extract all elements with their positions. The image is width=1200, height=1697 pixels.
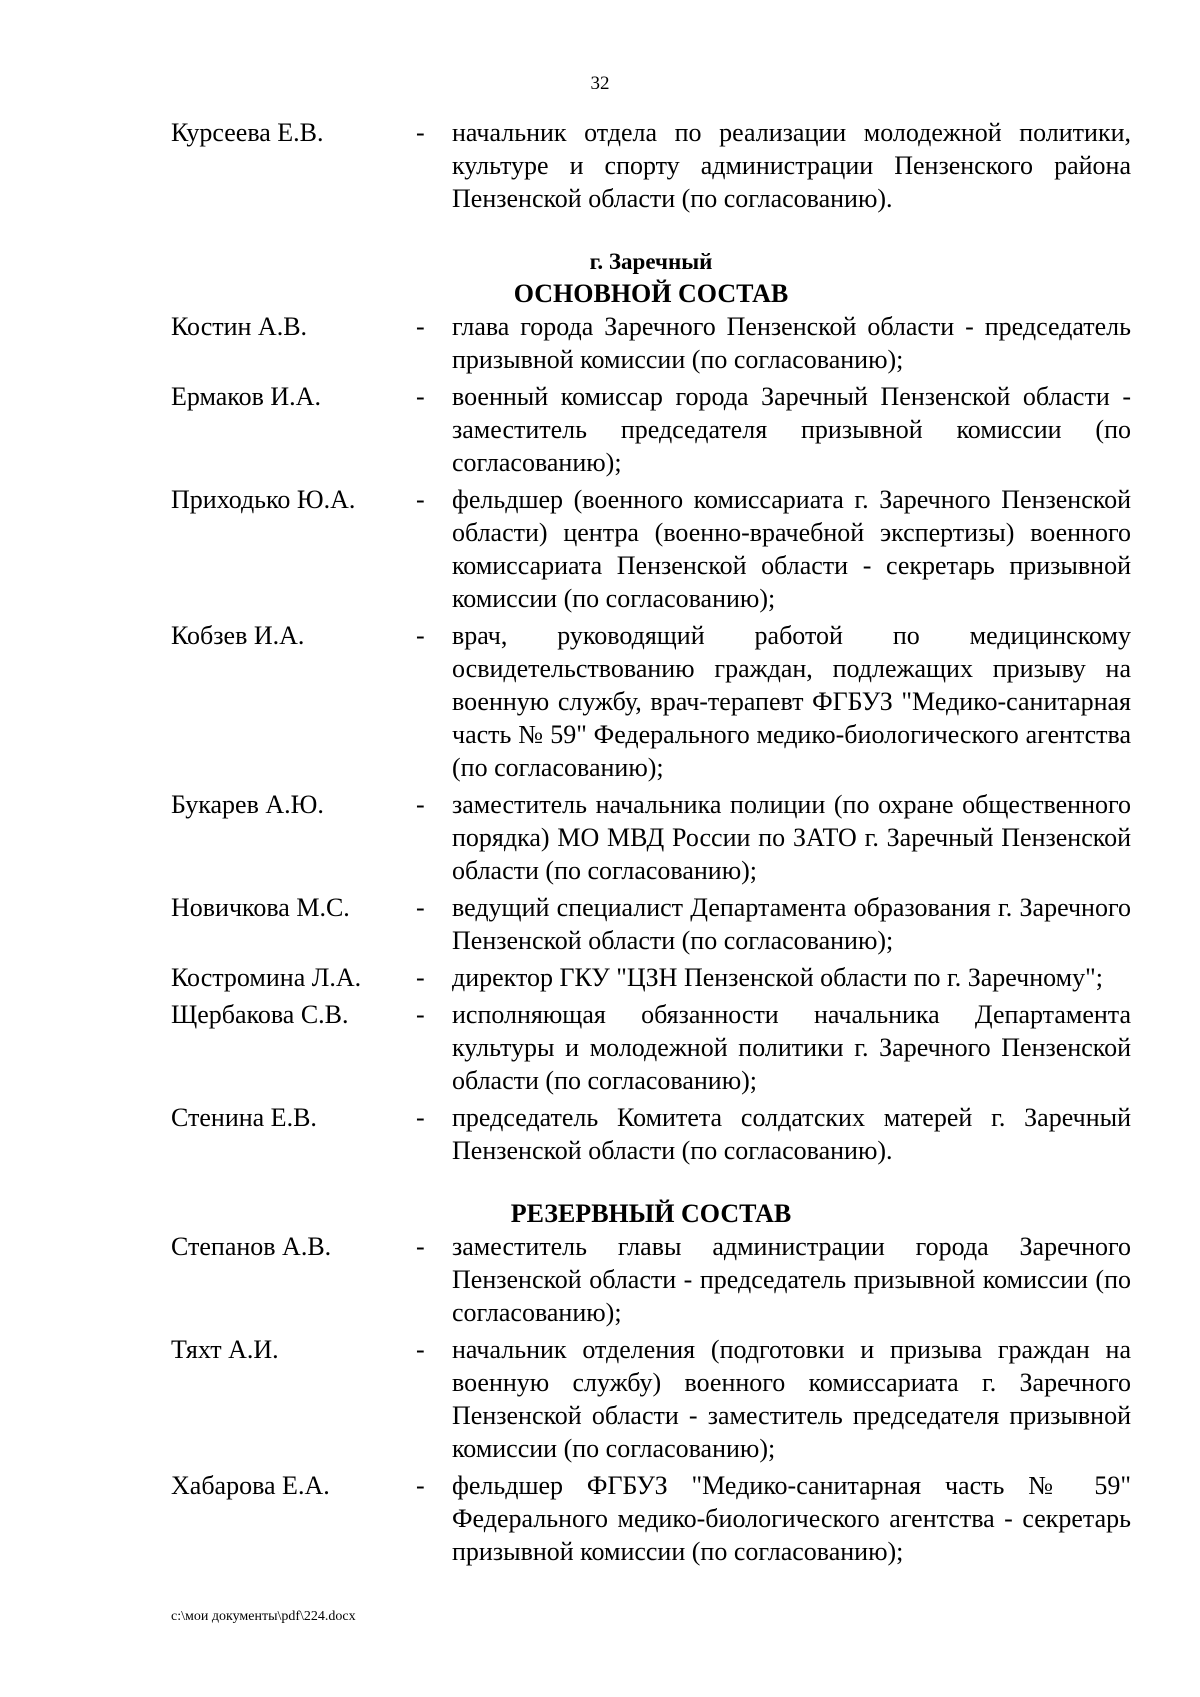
member-name: Ермаков И.А. xyxy=(171,382,321,411)
member-name: Кобзев И.А. xyxy=(171,621,305,650)
dash-separator: - xyxy=(416,1232,425,1261)
member-name: Щербакова С.В. xyxy=(171,1000,349,1029)
member-name: Тяхт А.И. xyxy=(171,1335,279,1364)
member-name: Курсеева Е.В. xyxy=(171,118,324,147)
dash-separator: - xyxy=(416,118,425,147)
member-entry xyxy=(171,619,1131,784)
city-title: г. Заречный xyxy=(589,249,713,274)
member-position: исполняющая обязанности начальника Департамента культуры и молодежной политики г. Заречного Пензенской области (по согласованию); xyxy=(452,1000,1131,1095)
member-entry xyxy=(171,788,1131,887)
dash-separator: - xyxy=(416,1000,425,1029)
member-entry xyxy=(171,961,1131,994)
main-composition-title: ОСНОВНОЙ СОСТАВ xyxy=(513,279,789,308)
member-position: военный комиссар города Заречный Пензенской области - заместитель председателя призывной комиссии (по согласованию); xyxy=(452,382,1131,477)
footer-file-path: c:\мои документы\pdf\224.docx xyxy=(171,1609,356,1624)
member-name: Хабарова Е.А. xyxy=(171,1471,330,1500)
dash-separator: - xyxy=(416,790,425,819)
member-name: Костин А.В. xyxy=(171,312,308,341)
member-name: Костромина Л.А. xyxy=(171,963,362,992)
member-position: директор ГКУ "ЦЗН Пензенской области по г. Заречному"; xyxy=(452,963,1103,992)
dash-separator: - xyxy=(416,893,425,922)
member-position: начальник отдела по реализации молодежной политики, культуре и спорту администрации Пензенского района Пензенской области (по согласованию). xyxy=(452,118,1131,213)
member-entry xyxy=(171,310,1131,376)
member-position: фельдшер (военного комиссариата г. Заречного Пензенской области) центра (военно-врачебной экспертизы) военного комиссариата Пензенской области - секретарь призывной комиссии (по согласованию); xyxy=(452,485,1131,613)
member-entry xyxy=(171,1333,1131,1465)
member-name: Степанов А.В. xyxy=(171,1232,332,1261)
dash-separator: - xyxy=(416,1471,425,1500)
dash-separator: - xyxy=(416,963,425,992)
member-name: Букарев А.Ю. xyxy=(171,790,324,819)
member-position: председатель Комитета солдатских матерей г. Заречный Пензенской области (по согласованию). xyxy=(452,1103,1131,1165)
member-name: Приходько Ю.А. xyxy=(171,485,356,514)
dash-separator: - xyxy=(416,621,425,650)
member-position: заместитель главы администрации города Заречного Пензенской области - председатель призывной комиссии (по согласованию); xyxy=(452,1232,1131,1327)
member-position: глава города Заречного Пензенской области - председатель призывной комиссии (по согласованию); xyxy=(452,312,1131,374)
member-position: начальник отделения (подготовки и призыва граждан на военную службу) военного комиссариата г. Заречного Пензенской области - заместитель председателя призывной комиссии (по согласованию); xyxy=(452,1335,1131,1463)
dash-separator: - xyxy=(416,485,425,514)
dash-separator: - xyxy=(416,312,425,341)
section-heading-block xyxy=(171,247,1131,310)
member-entry xyxy=(171,998,1131,1097)
intro-entry xyxy=(171,116,1131,215)
member-entry xyxy=(171,1101,1131,1167)
page-number: 32 xyxy=(590,73,610,94)
member-entry xyxy=(171,483,1131,615)
member-position: заместитель начальника полиции (по охране общественного порядка) МО МВД России по ЗАТО г. Заречный Пензенской области (по согласованию); xyxy=(452,790,1131,885)
member-position: врач, руководящий работой по медицинскому освидетельствованию граждан, подлежащих призыву на военную службу, врач-терапевт ФГБУЗ "Медико-санитарная часть № 59" Федерального медико-биологического агентства (по согласованию); xyxy=(452,621,1131,782)
dash-separator: - xyxy=(416,382,425,411)
member-position: ведущий специалист Департамента образования г. Заречного Пензенской области (по согласованию); xyxy=(452,893,1131,955)
main-members-list xyxy=(171,310,1131,1167)
member-entry xyxy=(171,891,1131,957)
member-entry xyxy=(171,1469,1131,1568)
member-position: фельдшер ФГБУЗ "Медико-санитарная часть № 59" Федерального медико-биологического агентства - секретарь призывной комиссии (по согласованию); xyxy=(452,1471,1131,1566)
document-body xyxy=(171,116,1131,1568)
dash-separator: - xyxy=(416,1103,425,1132)
member-entry xyxy=(171,1230,1131,1329)
member-name: Стенина Е.В. xyxy=(171,1103,317,1132)
reserve-composition-title: РЕЗЕРВНЫЙ СОСТАВ xyxy=(510,1199,792,1228)
reserve-members-list xyxy=(171,1230,1131,1568)
member-name: Новичкова М.С. xyxy=(171,893,350,922)
dash-separator: - xyxy=(416,1335,425,1364)
member-entry xyxy=(171,380,1131,479)
reserve-heading-block xyxy=(171,1197,1131,1230)
